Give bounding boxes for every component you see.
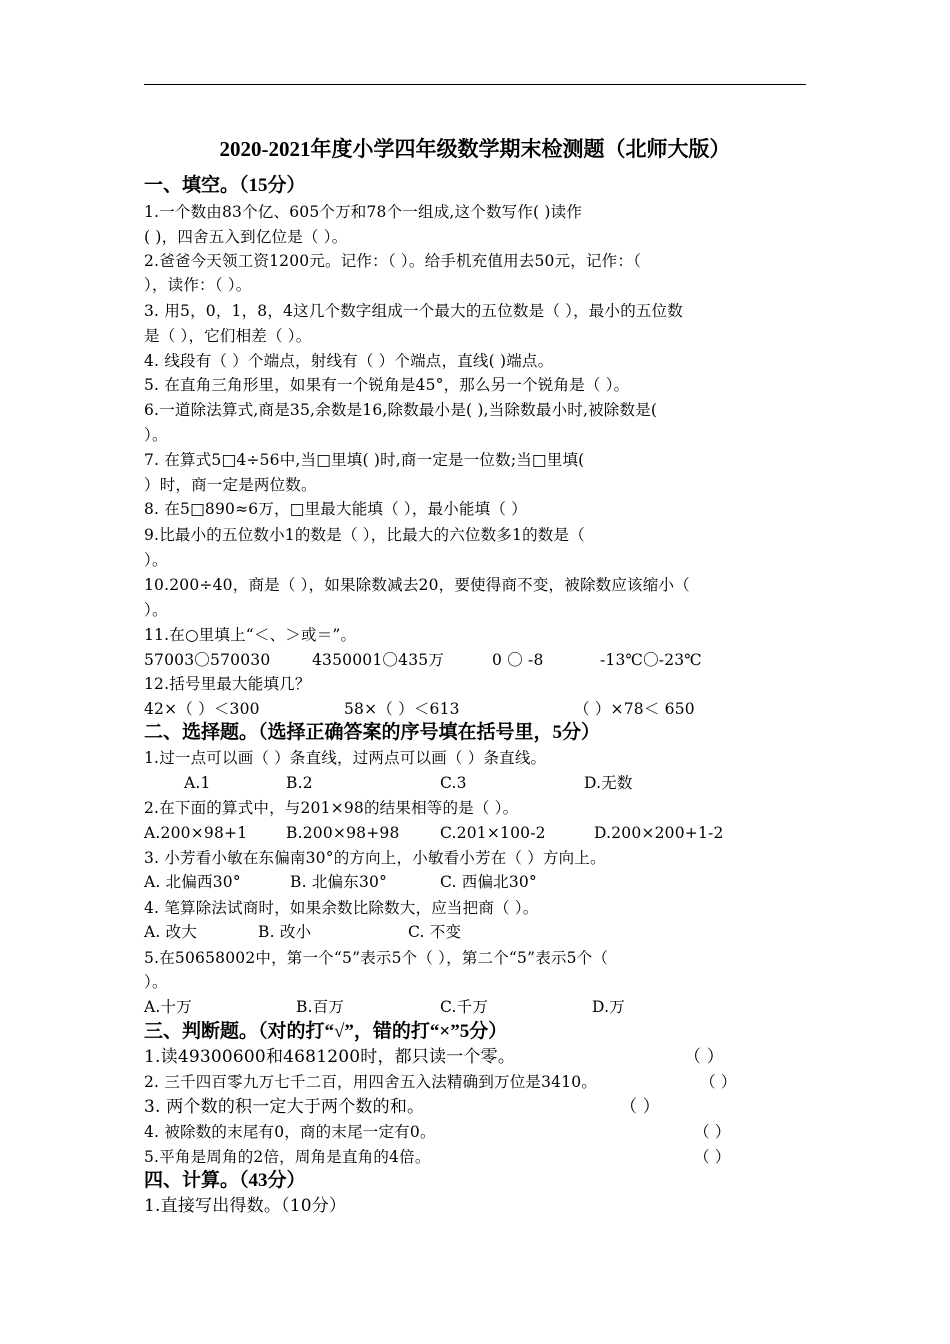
s2-q1-option-d: D.无数 (584, 774, 633, 792)
s1-line-14: 9.比最小的五位数小1的数是（ ），比最大的六位数多1的数是（ (144, 526, 585, 544)
s1-line-6: 是（ ），它们相差（ ）。 (144, 327, 312, 345)
s4-q1: 1.直接写出得数。（10分） (144, 1196, 347, 1216)
s1-line-8: 5. 在直角三角形里，如果有一个锐角是45°，那么另一个锐角是（ ）。 (144, 376, 630, 394)
s2-q3-option-b: B. 北偏东30° (290, 873, 388, 891)
q12-item-2: 58×（ ）＜613 (344, 700, 460, 718)
compare-item-1: 57003〇570030 (144, 651, 271, 669)
s1-line-7: 4. 线段有（ ）个端点，射线有（ ）个端点，直线( )端点。 (144, 352, 554, 370)
s1-line-1: 1.一个数由83个亿、605个万和78个一组成,这个数写作( )读作 (144, 203, 583, 221)
s2-q1-option-c: C.3 (440, 774, 467, 792)
s3-item-4 (144, 1121, 808, 1143)
s3-item-1-text: 1.读49300600和4681200时，都只读一个零。 (144, 1047, 516, 1067)
s1-line-4: ），读作：（ ）。 (144, 276, 252, 294)
s3-item-2 (144, 1071, 808, 1093)
s1-line-9: 6.一道除法算式,商是35,余数是16,除数最小是( ),当除数最小时,被除数是( (144, 401, 658, 419)
compare-item-4: -13℃〇-23℃ (600, 651, 702, 669)
s2-q4-option-c: C. 不变 (408, 923, 462, 941)
s1-line-5: 3. 用5，0，1，8，4这几个数字组成一个最大的五位数是（ ），最小的五位数 (144, 302, 684, 320)
compare-item-2: 4350001〇435万 (312, 651, 445, 669)
s2-q2: 2.在下面的算式中，与201×98的结果相等的是（ ）。 (144, 799, 519, 817)
s2-q2-option-d: D.200×200+1-2 (594, 824, 724, 842)
s1-q12-label: 12.括号里最大能填几？ (144, 675, 311, 693)
s3-item-3-mark: （ ） (620, 1097, 661, 1117)
s3-item-4-mark: （ ） (694, 1123, 731, 1141)
s1-line-12: ）时，商一定是两位数。 (144, 476, 317, 494)
q12-item-3: （ ）×78＜ 650 (574, 700, 695, 718)
s3-item-5-text: 5.平角是周角的2倍，周角是直角的4倍。 (144, 1148, 431, 1166)
s1-line-3: 2.爸爸今天领工资1200元。记作：（ ）。给手机充值用去50元，记作：（ (144, 252, 642, 270)
s2-q2-option-a: A.200×98+1 (144, 824, 248, 842)
s3-item-3-text: 3. 两个数的积一定大于两个数的和。 (144, 1097, 425, 1117)
s2-q4-option-b: B. 改小 (258, 923, 312, 941)
s1-line-15: ）。 (144, 551, 168, 569)
s2-q1-option-b: B.2 (286, 774, 313, 792)
section2-heading: 二、选择题。（选择正确答案的序号填在括号里，5分） (144, 722, 601, 743)
s2-q3-option-a: A. 北偏西30° (144, 873, 241, 891)
s3-item-4-text: 4. 被除数的末尾有0，商的末尾一定有0。 (144, 1123, 436, 1141)
s3-item-2-text: 2. 三千四百零九万七千二百，用四舍五入法精确到万位是3410。 (144, 1073, 598, 1091)
document-title: 2020-2021年度小学四年级数学期末检测题（北师大版） (219, 137, 731, 161)
s2-q5-option-d: D.万 (592, 998, 625, 1016)
s3-item-1-mark: （ ） (684, 1047, 725, 1067)
q12-item-1: 42×（ ）＜300 (144, 700, 260, 718)
section4-heading: 四、计算。（43分） (144, 1170, 306, 1191)
s2-q5-option-b: B.百万 (296, 998, 345, 1016)
s3-item-5 (144, 1146, 808, 1168)
s2-q2-option-b: B.200×98+98 (286, 824, 400, 842)
s3-item-2-mark: （ ） (700, 1073, 737, 1091)
s3-item-1 (144, 1046, 808, 1068)
section3-heading: 三、判断题。（对的打“√”，错的打“×”5分） (144, 1021, 508, 1042)
s1-line-10: ）。 (144, 426, 168, 444)
s3-item-5-mark: （ ） (694, 1148, 731, 1166)
s2-q3-option-c: C. 西偏北30° (440, 873, 537, 891)
s2-q5-option-a: A.十万 (144, 998, 192, 1016)
s2-q1: 1.过一点可以画（ ）条直线，过两点可以画（ ）条直线。 (144, 749, 547, 767)
compare-item-3: 0 〇 -8 (492, 651, 544, 669)
section1-heading: 一、填空。（15分） (144, 175, 306, 196)
s2-q5-option-c: C.千万 (440, 998, 489, 1016)
s2-q4-option-a: A. 改大 (144, 923, 198, 941)
s1-line-18: 11.在○里填上“＜、＞或＝”。 (144, 626, 357, 644)
s3-item-3 (144, 1096, 808, 1118)
s1-line-13: 8. 在5□890≈6万，□里最大能填（ ），最小能填（ ） (144, 500, 527, 518)
s2-q5: 5.在50658002中，第一个“5”表示5个（ ），第二个“5”表示5个（ (144, 949, 609, 967)
header-rule (144, 84, 806, 85)
s1-line-17: ）。 (144, 601, 168, 619)
s2-q3: 3. 小芳看小敏在东偏南30°的方向上，小敏看小芳在（ ）方向上。 (144, 849, 606, 867)
s1-line-2: ( )，四舍五入到亿位是（ ）。 (144, 228, 348, 246)
s2-q1-option-a: A.1 (184, 774, 211, 792)
s1-line-16: 10.200÷40，商是（ ），如果除数减去20，要使得商不变，被除数应该缩小（ (144, 576, 690, 594)
s2-q5-cont: ）。 (144, 973, 168, 991)
s1-line-11: 7. 在算式5□4÷56中,当□里填( )时,商一定是一位数;当□里填( (144, 451, 585, 469)
s2-q4: 4. 笔算除法试商时，如果余数比除数大，应当把商（ ）。 (144, 899, 539, 917)
s2-q2-option-c: C.201×100-2 (440, 824, 546, 842)
